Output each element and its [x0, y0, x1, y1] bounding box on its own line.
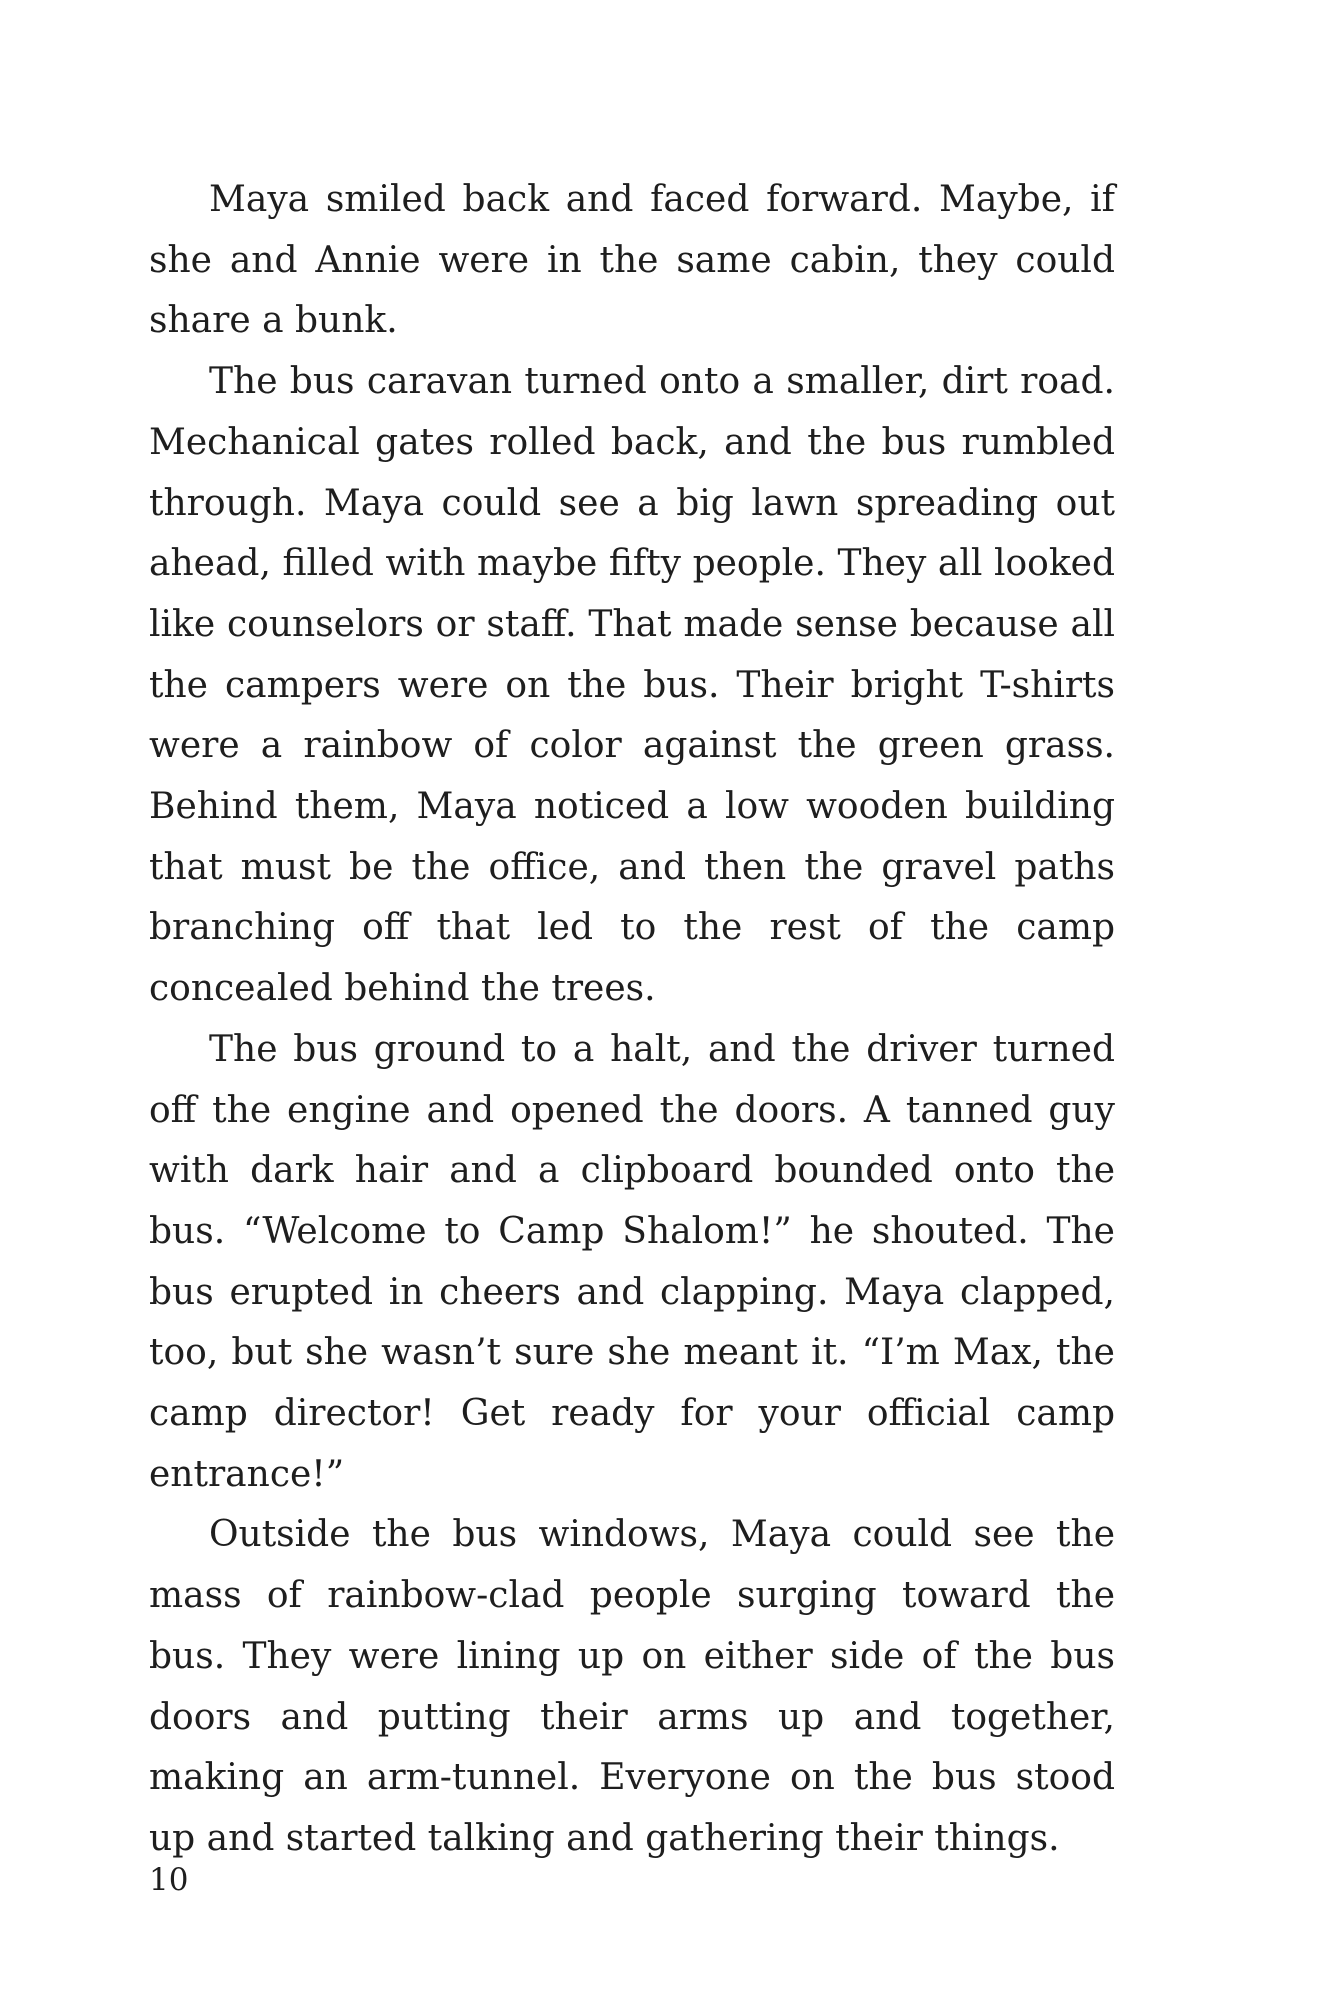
page-number: 10	[149, 1862, 189, 1898]
paragraph: The bus caravan turned onto a smaller, dirt road. Mechanical gates rolled back, and the bus rumbled through. Maya could see a big lawn spreading out ahead, filled with maybe fifty people. They all looked like counselors or staff. That made sense because all the campers were on the bus. Their bright T-shirts were a rainbow of color against the green grass. Behind them, Maya noticed a low wooden building that must be the office, and then the gravel paths branching off that led to the rest of the camp concealed behind the trees.	[149, 361, 1115, 1010]
body-text	[149, 170, 1115, 1870]
paragraph: Outside the bus windows, Maya could see the mass of rainbow-clad people surging toward the bus. They were lining up on either side of the bus doors and putting their arms up and together, making an arm-tunnel. Everyone on the bus stood up and started talking and gathering their things.	[149, 1514, 1115, 1859]
paragraph: Maya smiled back and faced forward. Maybe, if she and Annie were in the same cabin, they could share a bunk.	[149, 179, 1115, 342]
paragraph: The bus ground to a halt, and the driver turned off the engine and opened the doors. A tanned guy with dark hair and a clipboard bounded onto the bus. “Welcome to Camp Shalom!” he shouted. The bus erupted in cheers and clapping. Maya clapped, too, but she wasn’t sure she meant it. “I’m Max, the camp director! Get ready for your official camp entrance!”	[149, 1028, 1115, 1495]
